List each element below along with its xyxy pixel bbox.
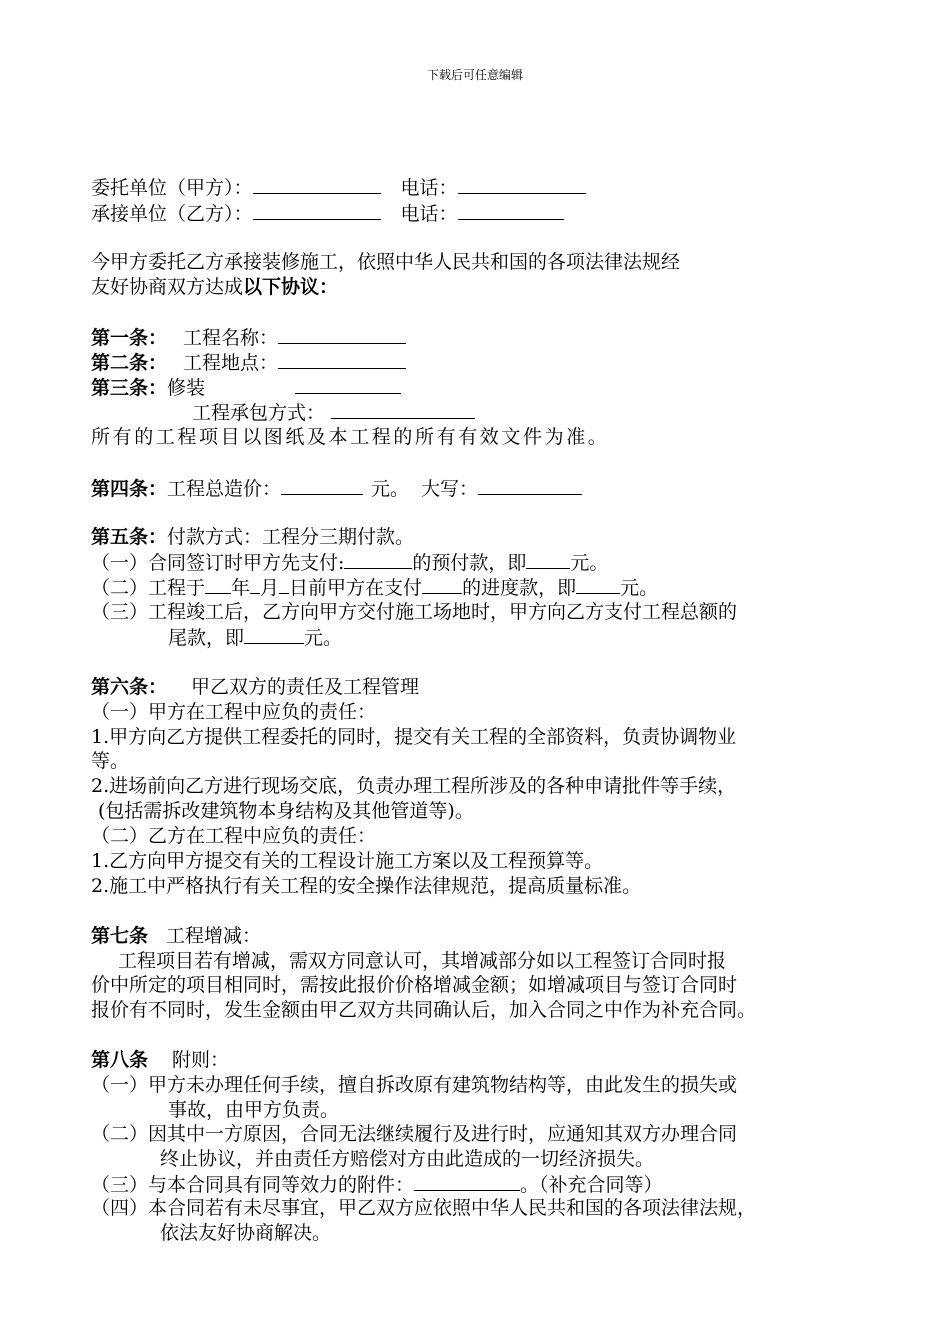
phone-label: 电话：	[400, 203, 458, 225]
party-a-blank[interactable]	[253, 175, 381, 194]
article-7	[91, 924, 261, 948]
art8-i3b: 。（补充合同等）	[520, 1174, 663, 1196]
attachment-blank[interactable]	[414, 1172, 520, 1191]
art7-l3: 报价有不同时，发生金额由甲乙双方共同确认后，加入合同之中作为补充合同。	[91, 999, 757, 1021]
payment-item-2	[91, 575, 658, 600]
party-b-line	[91, 201, 564, 226]
month-label: 月	[260, 577, 280, 599]
payment-item-2-f: 元。	[620, 577, 659, 599]
project-name-blank[interactable]	[278, 325, 406, 344]
art8-i1b: 事故，由甲方负责。	[168, 1099, 340, 1121]
article-1-title: 第一条：	[91, 327, 168, 349]
art6-q1: 1.乙方向甲方提交有关的工程设计施工方案以及工程预算等。	[91, 850, 604, 872]
payment-item-1-a: （一）合同签订时甲方先支付:	[91, 552, 345, 574]
art8-i4b: 依法友好协商解决。	[160, 1222, 332, 1244]
contract-method-blank[interactable]	[331, 400, 475, 419]
daxie-label: 大写：	[421, 478, 479, 500]
project-location-blank[interactable]	[278, 350, 406, 369]
article-3	[91, 375, 401, 400]
article-8-text: 附则：	[172, 1049, 230, 1071]
total-price-blank[interactable]	[281, 476, 363, 495]
payment-item-3-c: 元。	[304, 627, 343, 649]
art6-q2: 2.施工中严格执行有关工程的安全操作法律规范，提高质量标准。	[91, 875, 642, 897]
art6-s2: （二）乙方在工程中应负的责任：	[91, 825, 377, 847]
article-7-text: 工程增减：	[166, 925, 262, 947]
party-a-line	[91, 175, 586, 200]
intro-line-2	[91, 275, 338, 299]
article-4-title: 第四条：	[91, 478, 168, 500]
payment-item-1	[91, 550, 608, 575]
final-amount-blank[interactable]	[244, 625, 304, 644]
article-8	[91, 1048, 229, 1072]
phone-label: 电话：	[400, 177, 458, 199]
art6-s1: （一）甲方在工程中应负的责任：	[91, 701, 377, 723]
payment-item-1-b: 的预付款，即	[412, 552, 527, 574]
art7-l1: 工程项目若有增减，需双方同意认可，其增减部分如以工程签订合同时报	[118, 950, 727, 972]
progress-amount-blank[interactable]	[576, 575, 620, 594]
article-1	[91, 325, 406, 350]
contract-method-label: 工程承包方式：	[192, 402, 326, 424]
party-b-label: 承接单位（乙方）：	[91, 203, 253, 225]
article-5-title: 第五条：	[91, 526, 168, 548]
art8-i2a: （二）因其中一方原因，合同无法继续履行及进行时，应通知其双方办理合同	[91, 1123, 738, 1145]
year-label: 年	[231, 577, 251, 599]
payment-item-2-d: 日前甲方在支付	[289, 577, 423, 599]
art7-l2: 价中所定的项目相同时，需按此报价价格增减金额；如增减项目与签订合同时	[91, 974, 738, 996]
article-4-text: 工程总造价：	[167, 478, 282, 500]
page-header: 下载后可任意编辑	[426, 68, 523, 82]
art6-p2b: (包括需拆改建筑物本身结构及其他管道等)。	[98, 800, 474, 822]
party-b-blank[interactable]	[253, 201, 381, 220]
contract-method-line	[192, 400, 475, 425]
art8-i3	[91, 1172, 663, 1197]
article-5	[91, 525, 414, 549]
payment-item-3a: （三）工程竣工后，乙方向甲方交付施工场地时，甲方向乙方支付工程总额的	[91, 601, 738, 623]
party-a-label: 委托单位（甲方）：	[91, 177, 253, 199]
article-8-title: 第八条	[91, 1049, 149, 1071]
article-3-text: 修装	[167, 377, 206, 399]
payment-item-2-e: 的进度款，即	[462, 577, 577, 599]
advance-blank[interactable]	[344, 550, 412, 569]
payment-item-2-a: （二）工程于	[91, 577, 206, 599]
art6-p1b: 等。	[91, 750, 130, 772]
article-3-blank[interactable]	[295, 375, 401, 394]
scope-line: 所有的工程项目以图纸及本工程的所有有效文件为准。	[91, 426, 610, 448]
intro-line-1: 今甲方委托乙方承接装修施工，依照中华人民共和国的各项法律法规经	[91, 251, 681, 273]
article-6-text: 甲乙双方的责任及工程管理	[191, 676, 420, 698]
article-6-title: 第六条：	[91, 676, 168, 698]
art6-p1a: 1.甲方向乙方提供工程委托的同时，提交有关工程的全部资料，负责协调物业	[91, 726, 737, 748]
payment-item-1-c: 元。	[570, 552, 609, 574]
intro-text: 友好协商双方达成	[91, 276, 244, 298]
payment-item-3b	[168, 625, 342, 650]
art8-i1a: （一）甲方未办理任何手续，擅自拆改原有建筑物结构等，由此发生的损失或	[91, 1074, 738, 1096]
article-1-text: 工程名称：	[183, 327, 279, 349]
article-6	[91, 675, 419, 699]
advance-amount-blank[interactable]	[526, 550, 570, 569]
art8-i2b: 终止协议，并由责任方赔偿对方由此造成的一切经济损失。	[160, 1148, 655, 1170]
year-blank[interactable]	[205, 575, 231, 594]
art8-i3a: （三）与本合同具有同等效力的附件：	[91, 1174, 415, 1196]
article-5-text: 付款方式：工程分三期付款。	[167, 526, 415, 548]
progress-blank[interactable]	[422, 575, 462, 594]
art6-p2a: 2.进场前向乙方进行现场交底，负责办理工程所涉及的各种申请批件等手续，	[91, 775, 737, 797]
article-4	[91, 476, 582, 501]
yuan-label: 元。	[371, 478, 410, 500]
article-2	[91, 350, 406, 375]
article-2-title: 第二条：	[91, 352, 168, 374]
article-2-text: 工程地点：	[183, 352, 279, 374]
month-blank[interactable]	[250, 575, 260, 594]
article-7-title: 第七条	[91, 925, 149, 947]
party-b-phone-blank[interactable]	[458, 201, 564, 220]
payment-item-3-b: 尾款，即	[168, 627, 245, 649]
art8-i4a: （四）本合同若有未尽事宜，甲乙双方应依照中华人民共和国的各项法律法规，	[91, 1197, 757, 1219]
intro-bold: 以下协议：	[243, 276, 339, 298]
day-blank[interactable]	[279, 575, 289, 594]
daxie-blank[interactable]	[478, 476, 582, 495]
party-a-phone-blank[interactable]	[458, 175, 586, 194]
article-3-title: 第三条：	[91, 377, 168, 399]
